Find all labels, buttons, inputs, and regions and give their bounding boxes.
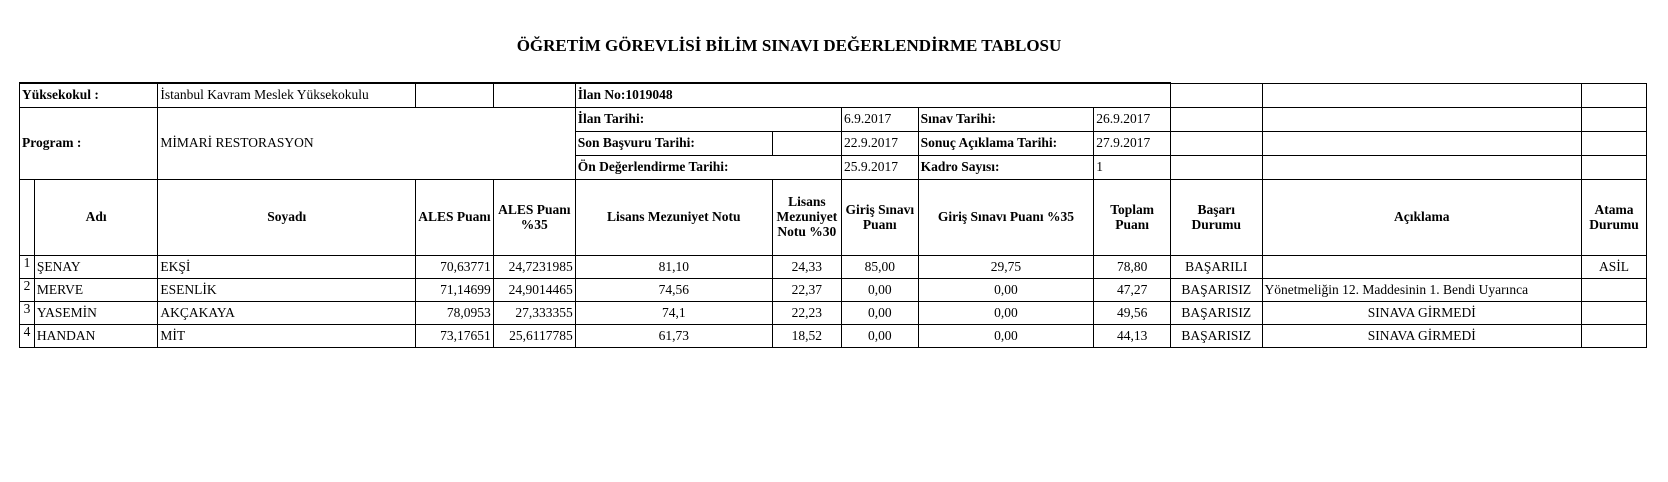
on-degerlendirme-label: Ön Değerlendirme Tarihi: xyxy=(575,156,841,180)
sinav-tarihi-value: 26.9.2017 xyxy=(1094,108,1171,132)
header-atama: Atama Durumu xyxy=(1581,180,1646,256)
cell-giris: 0,00 xyxy=(841,302,918,325)
empty-cell xyxy=(1170,156,1262,180)
cell-ales35: 24,7231985 xyxy=(493,256,575,279)
program-value: MİMARİ RESTORASYON xyxy=(158,108,575,180)
son-basvuru-value: 22.9.2017 xyxy=(841,132,918,156)
cell-ales35: 24,9014465 xyxy=(493,279,575,302)
cell-lisans: 74,56 xyxy=(575,279,772,302)
header-lisans30: Lisans Mezuniyet Notu %30 xyxy=(772,180,841,256)
empty-cell xyxy=(1262,156,1581,180)
cell-giris35: 0,00 xyxy=(918,302,1094,325)
header-ales35: ALES Puanı %35 xyxy=(493,180,575,256)
cell-atama: ASİL xyxy=(1581,256,1646,279)
header-row xyxy=(20,180,1647,256)
empty-cell xyxy=(1262,108,1581,132)
empty-cell xyxy=(1581,132,1646,156)
header-soyadi: Soyadı xyxy=(158,180,416,256)
cell-atama xyxy=(1581,279,1646,302)
header-toplam: Toplam Puanı xyxy=(1094,180,1171,256)
cell-giris35: 29,75 xyxy=(918,256,1094,279)
table-row xyxy=(20,256,1647,279)
sonuc-aciklama-value: 27.9.2017 xyxy=(1094,132,1171,156)
cell-lisans: 61,73 xyxy=(575,325,772,348)
cell-aciklama: Yönetmeliğin 12. Maddesinin 1. Bendi Uyarınca xyxy=(1262,279,1581,302)
empty-cell xyxy=(772,132,841,156)
ilan-tarihi-label: İlan Tarihi: xyxy=(575,108,841,132)
cell-giris35: 0,00 xyxy=(918,325,1094,348)
cell-adi: YASEMİN xyxy=(34,302,158,325)
header-basari: Başarı Durumu xyxy=(1170,180,1262,256)
header-giris: Giriş Sınavı Puanı xyxy=(841,180,918,256)
cell-toplam: 49,56 xyxy=(1094,302,1171,325)
empty-cell xyxy=(1581,156,1646,180)
cell-ales35: 27,333355 xyxy=(493,302,575,325)
evaluation-table xyxy=(19,82,1647,348)
cell-soyadi: EKŞİ xyxy=(158,256,416,279)
cell-adi: HANDAN xyxy=(34,325,158,348)
table-row xyxy=(20,279,1647,302)
program-label: Program : xyxy=(20,108,158,180)
ilan-tarihi-value: 6.9.2017 xyxy=(841,108,918,132)
header-lisans: Lisans Mezuniyet Notu xyxy=(575,180,772,256)
page-title: ÖĞRETİM GÖREVLİSİ BİLİM SINAVI DEĞERLENDİRME TABLOSU xyxy=(516,36,1062,55)
empty-cell xyxy=(1581,108,1646,132)
cell-giris: 0,00 xyxy=(841,325,918,348)
info-row-2 xyxy=(20,108,1647,132)
cell-ales: 78,0953 xyxy=(416,302,494,325)
kadro-label: Kadro Sayısı: xyxy=(918,156,1094,180)
header-ales: ALES Puanı xyxy=(416,180,494,256)
cell-soyadi: ESENLİK xyxy=(158,279,416,302)
sonuc-aciklama-label: Sonuç Açıklama Tarihi: xyxy=(918,132,1094,156)
cell-lisans30: 22,37 xyxy=(772,279,841,302)
empty-cell xyxy=(1262,83,1581,108)
header-giris35: Giriş Sınavı Puanı %35 xyxy=(918,180,1094,256)
on-degerlendirme-value: 25.9.2017 xyxy=(841,156,918,180)
yuksekokul-label: Yüksekokul : xyxy=(20,83,158,108)
cell-atama xyxy=(1581,325,1646,348)
empty-cell xyxy=(493,83,575,108)
cell-toplam: 47,27 xyxy=(1094,279,1171,302)
yuksekokul-value: İstanbul Kavram Meslek Yüksekokulu xyxy=(158,83,416,108)
cell-basari: BAŞARISIZ xyxy=(1170,279,1262,302)
header-aciklama: Açıklama xyxy=(1262,180,1581,256)
row-number: 2 xyxy=(20,279,35,302)
cell-basari: BAŞARILI xyxy=(1170,256,1262,279)
cell-lisans30: 18,52 xyxy=(772,325,841,348)
cell-atama xyxy=(1581,302,1646,325)
cell-adi: MERVE xyxy=(34,279,158,302)
cell-basari: BAŞARISIZ xyxy=(1170,325,1262,348)
empty-cell xyxy=(1170,83,1262,108)
row-number: 1 xyxy=(20,256,35,279)
cell-adi: ŞENAY xyxy=(34,256,158,279)
table-row xyxy=(20,302,1647,325)
empty-cell xyxy=(1170,108,1262,132)
cell-ales: 70,63771 xyxy=(416,256,494,279)
cell-giris: 85,00 xyxy=(841,256,918,279)
row-number: 3 xyxy=(20,302,35,325)
cell-toplam: 78,80 xyxy=(1094,256,1171,279)
empty-cell xyxy=(1581,83,1646,108)
cell-giris35: 0,00 xyxy=(918,279,1094,302)
cell-lisans: 74,1 xyxy=(575,302,772,325)
cell-aciklama: SINAVA GİRMEDİ xyxy=(1262,302,1581,325)
header-no xyxy=(20,180,35,256)
cell-lisans30: 22,23 xyxy=(772,302,841,325)
empty-cell xyxy=(1170,132,1262,156)
cell-basari: BAŞARISIZ xyxy=(1170,302,1262,325)
cell-aciklama: SINAVA GİRMEDİ xyxy=(1262,325,1581,348)
cell-lisans30: 24,33 xyxy=(772,256,841,279)
info-row-1 xyxy=(20,83,1647,108)
row-number: 4 xyxy=(20,325,35,348)
sinav-tarihi-label: Sınav Tarihi: xyxy=(918,108,1094,132)
cell-aciklama xyxy=(1262,256,1581,279)
cell-ales: 71,14699 xyxy=(416,279,494,302)
cell-giris: 0,00 xyxy=(841,279,918,302)
kadro-value: 1 xyxy=(1094,156,1171,180)
empty-cell xyxy=(1262,132,1581,156)
empty-cell xyxy=(416,83,494,108)
cell-soyadi: MİT xyxy=(158,325,416,348)
table-row xyxy=(20,325,1647,348)
cell-soyadi: AKÇAKAYA xyxy=(158,302,416,325)
cell-ales: 73,17651 xyxy=(416,325,494,348)
header-adi: Adı xyxy=(34,180,158,256)
ilan-no: İlan No:1019048 xyxy=(575,83,1170,108)
cell-lisans: 81,10 xyxy=(575,256,772,279)
son-basvuru-label: Son Başvuru Tarihi: xyxy=(575,132,772,156)
cell-toplam: 44,13 xyxy=(1094,325,1171,348)
cell-ales35: 25,6117785 xyxy=(493,325,575,348)
